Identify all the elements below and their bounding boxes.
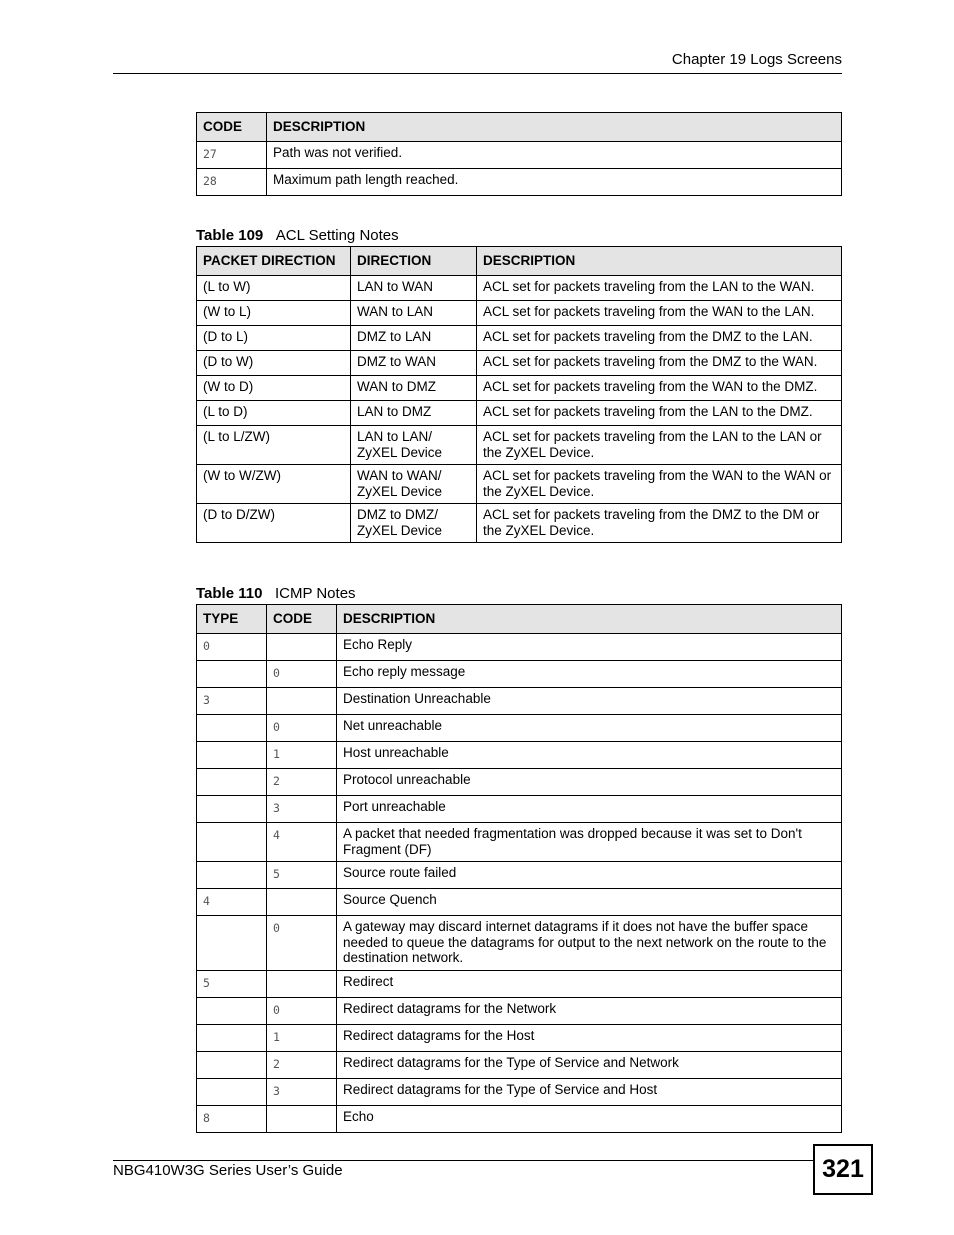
table-row	[197, 1105, 842, 1132]
table-cell: ACL set for packets traveling from the DMZ to the WAN.	[477, 351, 842, 376]
table-cell: (D to W)	[197, 351, 351, 376]
table-cell	[197, 715, 267, 742]
table-cell	[267, 688, 337, 715]
table-cell: 0	[267, 715, 337, 742]
table-header-row	[197, 247, 842, 276]
column-header: DESCRIPTION	[477, 247, 842, 276]
table-cell: 5	[267, 862, 337, 889]
table-cell: WAN to WAN/ ZyXEL Device	[351, 465, 477, 504]
table-cell: ACL set for packets traveling from the WAN to the DMZ.	[477, 376, 842, 401]
table-cell: Echo	[337, 1105, 842, 1132]
guide-title: NBG410W3G Series User’s Guide	[113, 1162, 343, 1179]
table-cell	[197, 1051, 267, 1078]
table-cell: Redirect datagrams for the Type of Service and Host	[337, 1078, 842, 1105]
table-row	[197, 715, 842, 742]
table-row	[197, 1078, 842, 1105]
table-cell	[197, 769, 267, 796]
table-cell: Redirect datagrams for the Type of Service and Network	[337, 1051, 842, 1078]
table-cell: 27	[197, 142, 267, 169]
table-cell: LAN to DMZ	[351, 401, 477, 426]
table-cell: A packet that needed fragmentation was dropped because it was set to Don't Fragment (DF)	[337, 823, 842, 862]
table-cell: 5	[197, 970, 267, 997]
table-header-row	[197, 113, 842, 142]
table-cell: WAN to DMZ	[351, 376, 477, 401]
table-cell: Maximum path length reached.	[267, 169, 842, 196]
acl-setting-notes-table	[196, 246, 842, 543]
table-row	[197, 142, 842, 169]
table-cell: Path was not verified.	[267, 142, 842, 169]
table-cell: 0	[267, 997, 337, 1024]
table-label: Table 110	[196, 585, 263, 602]
table-cell: 3	[267, 1078, 337, 1105]
icmp-notes-table	[196, 604, 842, 1133]
table-cell: (D to L)	[197, 326, 351, 351]
table-row	[197, 169, 842, 196]
table-cell: Source route failed	[337, 862, 842, 889]
table-row	[197, 634, 842, 661]
table-cell: WAN to LAN	[351, 301, 477, 326]
table-row	[197, 916, 842, 971]
column-header: DESCRIPTION	[267, 113, 842, 142]
table-cell: ACL set for packets traveling from the LAN to the WAN.	[477, 276, 842, 301]
column-header: PACKET DIRECTION	[197, 247, 351, 276]
table-row	[197, 661, 842, 688]
table-row	[197, 426, 842, 465]
table-cell: (W to D)	[197, 376, 351, 401]
table-title: ICMP Notes	[274, 585, 356, 602]
table-cell: DMZ to LAN	[351, 326, 477, 351]
table-header-row	[197, 605, 842, 634]
chapter-header: Chapter 19 Logs Screens	[671, 51, 842, 68]
table-cell: 0	[267, 661, 337, 688]
column-header: CODE	[197, 113, 267, 142]
table-cell: Destination Unreachable	[337, 688, 842, 715]
table-row	[197, 688, 842, 715]
table-cell: DMZ to DMZ/ ZyXEL Device	[351, 504, 477, 543]
table-cell: ACL set for packets traveling from the WAN to the LAN.	[477, 301, 842, 326]
table-cell: DMZ to WAN	[351, 351, 477, 376]
log-codes-table	[196, 112, 842, 196]
table-row	[197, 970, 842, 997]
table-cell: 4	[267, 823, 337, 862]
table-cell: 2	[267, 1051, 337, 1078]
table-cell: LAN to LAN/ ZyXEL Device	[351, 426, 477, 465]
table-row	[197, 465, 842, 504]
table-cell: 4	[197, 889, 267, 916]
table-row	[197, 889, 842, 916]
table-cell: ACL set for packets traveling from the DMZ to the LAN.	[477, 326, 842, 351]
table-cell	[197, 661, 267, 688]
table-109-caption	[196, 227, 399, 244]
table-row	[197, 376, 842, 401]
table-cell	[197, 862, 267, 889]
table-cell: 0	[267, 916, 337, 971]
table-row	[197, 301, 842, 326]
table-cell: Echo reply message	[337, 661, 842, 688]
table-row	[197, 326, 842, 351]
table-cell	[197, 823, 267, 862]
table-row	[197, 742, 842, 769]
table-cell: Protocol unreachable	[337, 769, 842, 796]
table-row	[197, 823, 842, 862]
table-cell	[197, 997, 267, 1024]
table-cell	[197, 1078, 267, 1105]
table-row	[197, 504, 842, 543]
table-cell: ACL set for packets traveling from the LAN to the LAN or the ZyXEL Device.	[477, 426, 842, 465]
table-row	[197, 769, 842, 796]
table-cell: 1	[267, 742, 337, 769]
table-row	[197, 276, 842, 301]
table-cell: Echo Reply	[337, 634, 842, 661]
table-cell: 8	[197, 1105, 267, 1132]
table-cell	[197, 916, 267, 971]
table-cell: 3	[197, 688, 267, 715]
table-cell: 3	[267, 796, 337, 823]
table-cell: 28	[197, 169, 267, 196]
table-cell: (W to L)	[197, 301, 351, 326]
table-cell	[267, 889, 337, 916]
table-row	[197, 401, 842, 426]
page-number: 321	[813, 1144, 873, 1195]
table-cell	[267, 970, 337, 997]
table-cell: 2	[267, 769, 337, 796]
table-cell: Redirect datagrams for the Host	[337, 1024, 842, 1051]
table-cell	[267, 634, 337, 661]
column-header: CODE	[267, 605, 337, 634]
table-cell: 1	[267, 1024, 337, 1051]
table-row	[197, 997, 842, 1024]
table-cell	[197, 796, 267, 823]
column-header: DESCRIPTION	[337, 605, 842, 634]
table-cell: 0	[197, 634, 267, 661]
table-cell: Source Quench	[337, 889, 842, 916]
table-cell: ACL set for packets traveling from the LAN to the DMZ.	[477, 401, 842, 426]
table-row	[197, 796, 842, 823]
table-row	[197, 1024, 842, 1051]
table-cell: (L to L/ZW)	[197, 426, 351, 465]
column-header: DIRECTION	[351, 247, 477, 276]
table-cell: ACL set for packets traveling from the WAN to the WAN or the ZyXEL Device.	[477, 465, 842, 504]
table-cell: Host unreachable	[337, 742, 842, 769]
table-cell: Net unreachable	[337, 715, 842, 742]
table-cell: (D to D/ZW)	[197, 504, 351, 543]
table-cell: (W to W/ZW)	[197, 465, 351, 504]
header-rule	[113, 73, 842, 74]
table-cell	[267, 1105, 337, 1132]
table-row	[197, 351, 842, 376]
footer-rule	[113, 1160, 813, 1161]
table-row	[197, 1051, 842, 1078]
table-cell	[197, 742, 267, 769]
table-title: ACL Setting Notes	[275, 227, 399, 244]
table-cell: (L to W)	[197, 276, 351, 301]
table-cell: ACL set for packets traveling from the DMZ to the DM or the ZyXEL Device.	[477, 504, 842, 543]
table-cell: Port unreachable	[337, 796, 842, 823]
column-header: TYPE	[197, 605, 267, 634]
table-110-caption	[196, 585, 356, 602]
table-cell: LAN to WAN	[351, 276, 477, 301]
table-row	[197, 862, 842, 889]
table-label: Table 109	[196, 227, 264, 244]
table-cell: A gateway may discard internet datagrams if it does not have the buffer space needed to queue the datagrams for output to the next network on the route to the destination network.	[337, 916, 842, 971]
table-cell: Redirect datagrams for the Network	[337, 997, 842, 1024]
table-cell: Redirect	[337, 970, 842, 997]
table-cell: (L to D)	[197, 401, 351, 426]
table-cell	[197, 1024, 267, 1051]
